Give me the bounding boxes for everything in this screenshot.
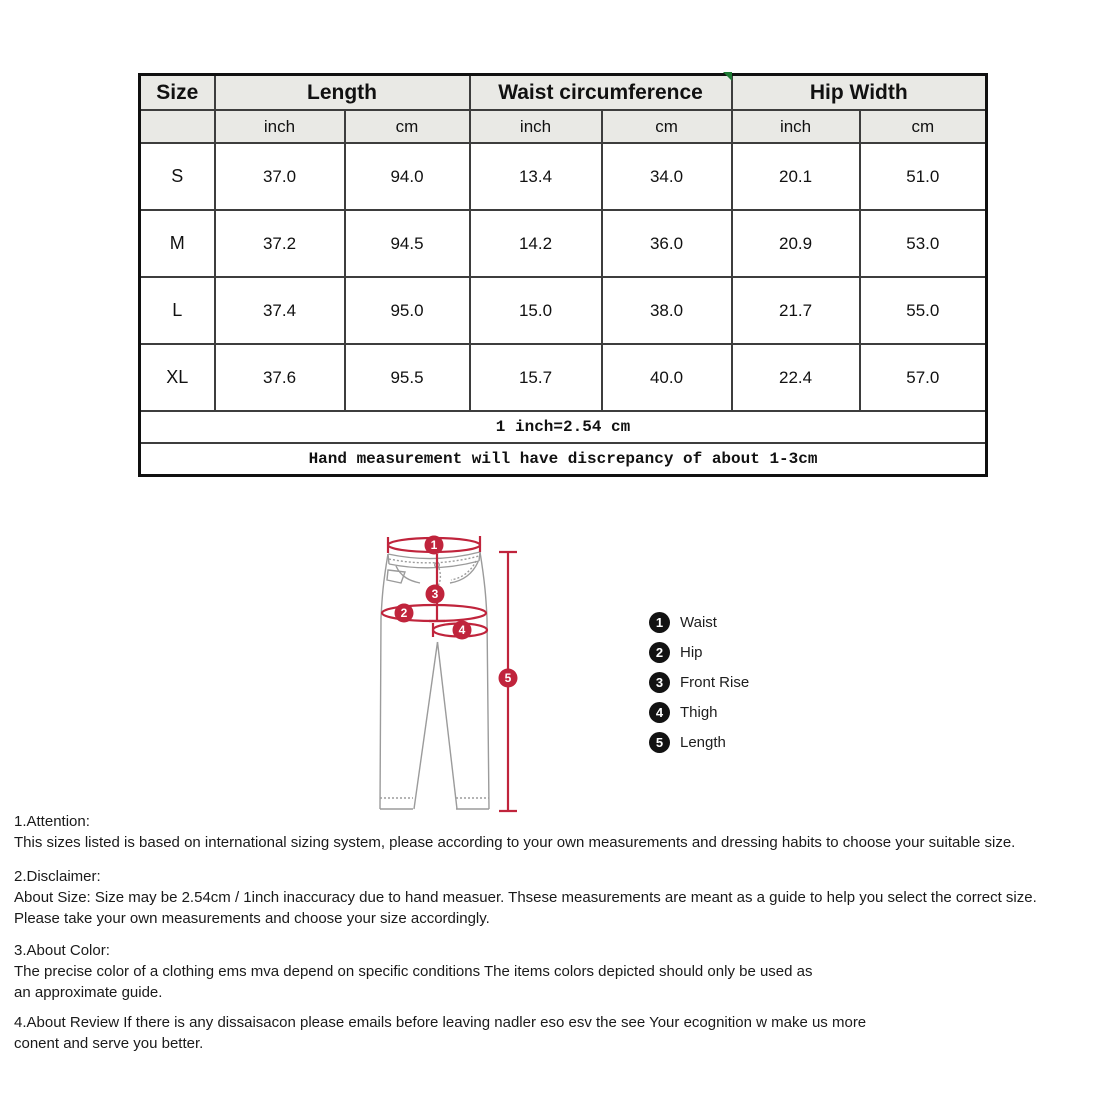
note-disclaimer [14, 866, 1096, 929]
data-cell: 51.0 [860, 143, 987, 210]
data-cell: 95.5 [345, 344, 470, 411]
units-empty-cell [140, 110, 215, 143]
legend-item-waist [649, 607, 749, 637]
data-cell: 55.0 [860, 277, 987, 344]
marker-2-num: 2 [400, 606, 408, 620]
footnote-row [140, 411, 987, 443]
marker-4-num: 4 [458, 623, 466, 637]
unit-cell: cm [860, 110, 987, 143]
legend-num-icon: 5 [649, 732, 670, 753]
legend-item-hip [649, 637, 749, 667]
data-cell: 94.0 [345, 143, 470, 210]
note-attention [14, 811, 1096, 853]
size-table [138, 73, 988, 477]
measurement-legend [649, 607, 749, 757]
unit-cell: inch [215, 110, 345, 143]
legend-num-icon: 4 [649, 702, 670, 723]
note-heading: 1.Attention: [14, 813, 90, 830]
data-cell: 37.4 [215, 277, 345, 344]
legend-label: Waist [680, 613, 717, 631]
marker-1-num: 1 [430, 538, 438, 552]
legend-label: Front Rise [680, 673, 750, 691]
data-cell: 15.0 [470, 277, 602, 344]
legend-num-icon: 3 [649, 672, 670, 693]
footnote-row [140, 443, 987, 476]
header-hip: Hip Width [732, 75, 987, 111]
data-cell: 95.0 [345, 277, 470, 344]
unit-cell: inch [732, 110, 860, 143]
note-heading: 3.About Color: [14, 942, 110, 959]
legend-item-thigh [649, 697, 749, 727]
data-cell: 22.4 [732, 344, 860, 411]
data-cell: 20.1 [732, 143, 860, 210]
legend-num-icon: 1 [649, 612, 670, 633]
legend-num-icon: 2 [649, 642, 670, 663]
size-chart-table [138, 73, 988, 477]
data-cell: 37.6 [215, 344, 345, 411]
size-label: L [140, 277, 215, 344]
data-cell: 36.0 [602, 210, 732, 277]
unit-cell: cm [345, 110, 470, 143]
size-label: M [140, 210, 215, 277]
marker-3-num: 3 [431, 587, 439, 601]
data-cell: 37.2 [215, 210, 345, 277]
data-cell: 40.0 [602, 344, 732, 411]
table-row-m [140, 210, 987, 277]
unit-cell: inch [470, 110, 602, 143]
header-size: Size [140, 75, 215, 111]
data-cell: 15.7 [470, 344, 602, 411]
size-label: XL [140, 344, 215, 411]
note-heading: 2.Disclaimer: [14, 868, 101, 885]
legend-item-front-rise [649, 667, 749, 697]
header-waist: Waist circumference [470, 75, 732, 111]
table-row-s [140, 143, 987, 210]
data-cell: 38.0 [602, 277, 732, 344]
marker-5-num: 5 [504, 671, 512, 685]
unit-cell: cm [602, 110, 732, 143]
data-cell: 94.5 [345, 210, 470, 277]
data-cell: 37.0 [215, 143, 345, 210]
data-cell: 13.4 [470, 143, 602, 210]
table-row-xl [140, 344, 987, 411]
note-line: Please take your own measurements and choose your size accordingly. [14, 910, 490, 927]
note-line: conent and serve you better. [14, 1035, 204, 1052]
note-line: This sizes listed is based on international sizing system, please according to your own measurements and dressing habits to choose your suitable size. [14, 834, 1016, 851]
data-cell: 53.0 [860, 210, 987, 277]
table-units-row [140, 110, 987, 143]
footnote-hand-measure: Hand measurement will have discrepancy of about 1-3cm [140, 443, 987, 476]
footnote-inch-cm: 1 inch=2.54 cm [140, 411, 987, 443]
size-label: S [140, 143, 215, 210]
note-about-review [14, 1012, 1096, 1054]
legend-item-length [649, 727, 749, 757]
data-cell: 21.7 [732, 277, 860, 344]
pants-measurement-diagram [368, 528, 528, 820]
header-length: Length [215, 75, 470, 111]
note-line: The precise color of a clothing ems mva depend on specific conditions The items colors depicted should only be used as [14, 963, 813, 980]
table-row-l [140, 277, 987, 344]
table-header-row [140, 75, 987, 111]
data-cell: 57.0 [860, 344, 987, 411]
note-line: About Size: Size may be 2.54cm / 1inch inaccuracy due to hand measuer. Thsese measurements are meant as a guide to help you select the correct size. [14, 889, 1037, 906]
note-line: 4.About Review If there is any dissaisacon please emails before leaving nadler eso esv the see Your ecognition w make us more [14, 1014, 867, 1031]
data-cell: 34.0 [602, 143, 732, 210]
data-cell: 20.9 [732, 210, 860, 277]
cell-corner-flag-icon [723, 72, 732, 81]
legend-label: Length [680, 733, 726, 751]
legend-label: Hip [680, 643, 703, 661]
note-about-color [14, 940, 1096, 1003]
note-line: an approximate guide. [14, 984, 163, 1001]
data-cell: 14.2 [470, 210, 602, 277]
legend-label: Thigh [680, 703, 718, 721]
